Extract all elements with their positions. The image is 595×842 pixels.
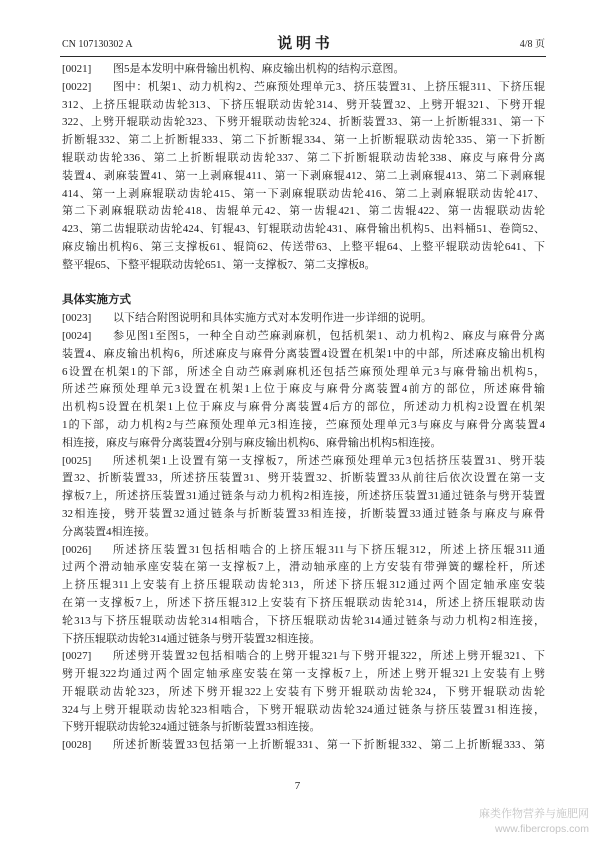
paragraph (62, 453, 545, 542)
paragraph-first-line (62, 542, 545, 560)
paragraph-line: 下劈开辊联动齿轮324通过链条与折断装置33相连接。 (62, 721, 321, 734)
paragraph-line: 麻皮输出机构6、第三支撑板61、辊筒62、传送带63、上整平辊64、上整平辊联动齿轮641、下 (62, 240, 545, 253)
paragraph-first-line (62, 328, 545, 346)
page-number: 7 (294, 780, 301, 792)
paragraph-line: 劈开辊322均通过两个固定轴承座安装在第一支撑板7上，所述上劈开辊321上安装有上劈 (62, 668, 545, 681)
paragraph-number: [0024] (62, 329, 92, 342)
paragraph-line: 相连接，麻皮与麻骨分离装置4分别与麻皮输出机构6、麻骨输出机构5相连接。 (62, 436, 442, 449)
paragraph-number: [0021] (62, 63, 92, 75)
paragraph-first-line (62, 453, 545, 471)
paragraph-line: 置32、折断装置33，所述挤压装置31、劈开装置32、折断装置33从前往后依次设置在第一支 (62, 472, 545, 485)
paragraph-line: 过两个滑动轴承座安装在第一支撑板7上，滑动轴承座的上方安装有带弹簧的螺栓杆，所述 (62, 561, 545, 574)
paragraph-line: 下挤压辊联动齿轮314通过链条与劈开装置32相连接。 (62, 632, 321, 645)
paragraph-line: 上挤压辊311上安装有上挤压辊联动齿轮313，所述下挤压辊312通过两个固定轴承座安装 (62, 579, 545, 592)
paragraph-first-line (62, 737, 545, 755)
paragraph-line: 所述挤压装置31包括相啮合的上挤压辊311与下挤压辊312，所述上挤压辊311通 (113, 543, 545, 556)
paragraph (62, 61, 545, 79)
paragraph-line: 414、第一上剥麻辊联动齿轮415、第一下剥麻辊联动齿轮416、第二上剥麻辊联动齿轮417、 (62, 187, 545, 200)
section-heading: 具体实施方式 (62, 294, 131, 307)
paragraph (62, 310, 545, 328)
document-body (62, 61, 545, 755)
paragraph (62, 79, 545, 275)
paragraph-line: 装置4、剥麻装置41、第一上剥麻辊411、第一下剥麻辊412、第二上剥麻辊413、第二下剥麻辊 (62, 169, 545, 182)
paragraph (62, 648, 545, 737)
paragraph-line: 所述机架1上设置有第一支撑板7，所述苎麻预处理单元3包括挤压装置31、劈开装 (113, 454, 545, 467)
paragraph-line: 324与上劈开辊联动齿轮323相啮合，下劈开辊联动齿轮324通过链条与挤压装置31相连接， (62, 703, 545, 716)
paragraph-line: 6设置在机架1的下部，所述全自动苎麻剥麻机还包括苎麻预处理单元3与麻骨输出机构5， (62, 365, 545, 378)
paragraph-line: 整平辊65、下整平辊联动齿轮651、第一支撑板7、第二支撑板8。 (62, 258, 376, 271)
paragraph-line: 开辊联动齿轮323，所述下劈开辊322上安装有下劈开辊联动齿轮324，下劈开辊联动齿轮 (62, 685, 545, 698)
paragraph-line: 第二下剥麻辊联动齿轮418、齿辊单元42、第一齿辊421、第二齿辊422、第一齿辊联动齿轮 (62, 205, 545, 218)
paragraph-line: 折断辊332、第二上折断辊333、第二下折断辊334、第一上折断辊联动齿轮335、第一下折断 (62, 134, 545, 147)
document-title: 说 明 书 (277, 36, 330, 52)
paragraph-line: 分离装置4相连接。 (62, 525, 156, 538)
paragraph-line: 图中：机架1、动力机构2、苎麻预处理单元3、挤压装置31、上挤压辊311、下挤压辊 (113, 80, 545, 93)
publication-number: CN 107130302 A (62, 39, 133, 50)
paragraph-line: 以下结合附图说明和具体实施方式对本发明作进一步详细的说明。 (113, 312, 432, 325)
paragraph-line: 所述劈开装置32包括相啮合的上劈开辊321与下劈开辊322，所述上劈开辊321、下 (113, 650, 545, 663)
paragraph-number: [0022] (62, 80, 92, 93)
paragraph-number: [0023] (62, 312, 92, 325)
paragraph-line: 出机构5设置在机架1上位于麻皮与麻骨分离装置4后方的部位，所述动力机构2设置在机架 (62, 401, 545, 414)
paragraph-number: [0027] (62, 650, 92, 663)
header-rule (60, 56, 546, 57)
paragraph (62, 542, 545, 649)
paragraph-first-line (62, 61, 545, 79)
watermark-site-name: 麻类作物营养与施肥网 (479, 808, 589, 820)
paragraph-first-line (62, 310, 545, 328)
paragraph-line: 在第一支撑板7上，所述下挤压辊312上安装有下挤压辊联动齿轮314，所述上挤压辊联动齿 (62, 596, 545, 609)
paragraph-line: 32相连接，劈开装置32通过链条与折断装置33相连接，折断装置33通过链条与麻皮与麻骨 (62, 507, 545, 520)
paragraph-line: 1的下部，动力机构2与苎麻预处理单元3相连接，苎麻预处理单元3与麻皮与麻骨分离装置4 (62, 418, 545, 431)
paragraph-first-line (62, 79, 545, 97)
blank-line (62, 275, 545, 293)
paragraph-line: 312、上挤压辊联动齿轮313、下挤压辊联动齿轮314、劈开装置32、上劈开辊321、下劈开辊 (62, 98, 545, 111)
paragraph-line: 轮313与下挤压辊联动齿轮314相啮合，下挤压辊联动齿轮314通过链条与动力机构2相连接， (62, 614, 545, 627)
paragraph-line: 撑板7上，所述挤压装置31通过链条与动力机构2相连接，所述挤压装置31通过链条与劈开装置 (62, 490, 545, 503)
paragraph (62, 737, 545, 755)
paragraph-line: 所述苎麻预处理单元3设置在机架1上位于麻皮与麻骨分离装置4前方的部位，所述麻骨输 (62, 383, 545, 396)
paragraph-number: [0025] (62, 454, 92, 467)
paragraph-number: [0026] (62, 543, 92, 556)
paragraph (62, 328, 545, 453)
paragraph-line: 辊联动齿轮336、第二上折断辊联动齿轮337、第二下折断辊联动齿轮338、麻皮与麻骨分离 (62, 151, 545, 164)
paragraph-line: 所述折断装置33包括第一上折断辊331、第一下折断辊332、第二上折断辊333、第 (113, 739, 545, 752)
watermark (479, 807, 589, 836)
page-header (62, 36, 545, 54)
paragraph-line: 参见图1至图5，一种全自动苎麻剥麻机，包括机架1、动力机构2、麻皮与麻骨分离 (113, 329, 545, 342)
page-indicator: 4/8 页 (519, 39, 545, 50)
paragraph-line: 装置4、麻皮输出机构6，所述麻皮与麻骨分离装置4设置在机架1中的中部，所述麻皮输出机构 (62, 347, 545, 360)
paragraph-first-line (62, 648, 545, 666)
paragraph-number: [0028] (62, 739, 92, 752)
paragraph-line: 图5是本发明中麻骨输出机构、麻皮输出机构的结构示意图。 (113, 63, 405, 75)
paragraph-line: 322、上劈开辊联动齿轮323、下劈开辊联动齿轮324、折断装置33、第一上折断辊331、第一下 (62, 116, 545, 129)
watermark-url: www.fibercrops.com (495, 823, 589, 835)
paragraph-line: 423、第二齿辊联动齿轮424、钉辊43、钉辊联动齿轮431、麻骨输出机构5、出料桶51、卷筒52、 (62, 223, 545, 236)
